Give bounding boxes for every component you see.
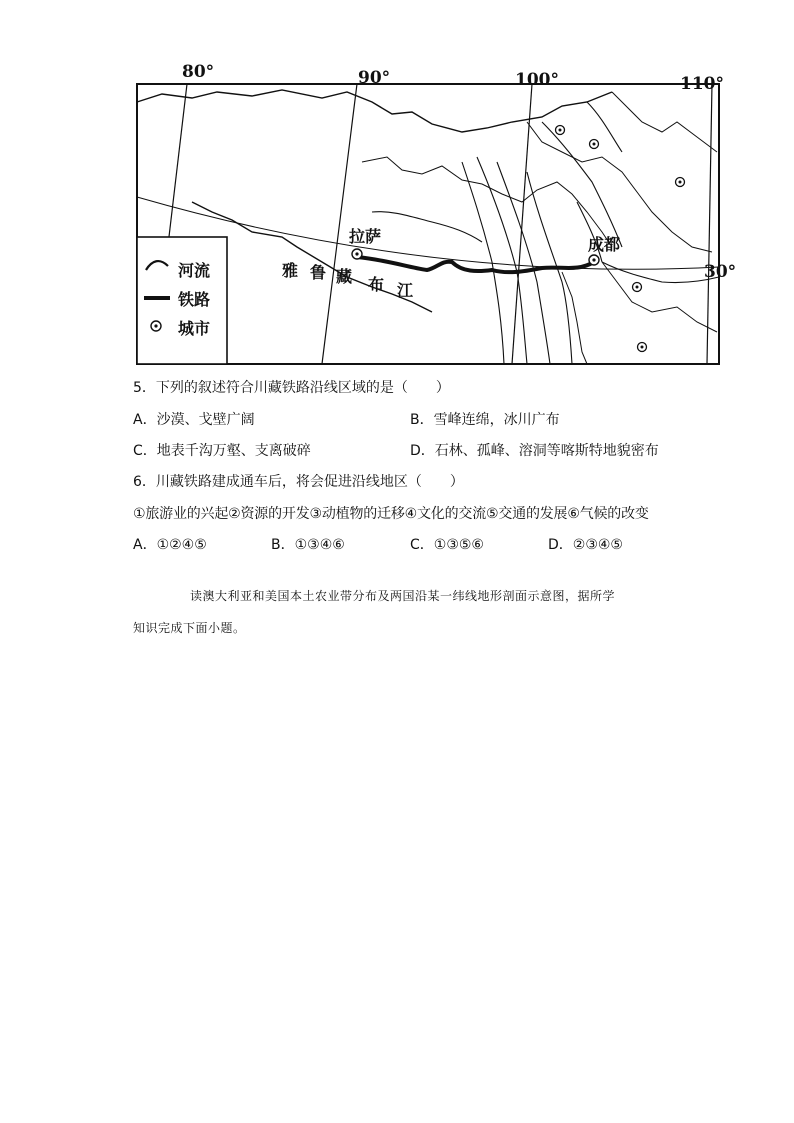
q5-option-c: C．地表千沟万壑、支离破碎 <box>133 443 311 459</box>
legend-label-city: 城市 <box>178 319 211 338</box>
q6-option-a: A．①②④⑤ <box>133 537 207 553</box>
meridian-100 <box>512 84 532 364</box>
legend-label-railway: 铁路 <box>178 290 211 309</box>
city-label-lhasa: 拉萨 <box>349 227 382 246</box>
river-7 <box>542 122 622 247</box>
railway-map <box>132 62 737 367</box>
lon-label-80: 80° <box>182 62 215 82</box>
river-yangtze <box>602 262 719 283</box>
city-label-chengdu: 成都 <box>588 235 621 254</box>
legend-city-symbol <box>151 321 161 331</box>
river-3 <box>497 162 550 364</box>
q5-stem: 5．下列的叙述符合川藏铁路沿线区域的是（ ） <box>133 380 450 396</box>
river-label-char: 布 <box>368 275 385 294</box>
intro-line-1: 读澳大利亚和美国本土农业带分布及两国沿某一纬线地形剖面示意图，据所学 <box>190 589 616 603</box>
q6-option-c: C．①③⑤⑥ <box>410 537 484 553</box>
river-label-char: 藏 <box>336 267 353 286</box>
lon-label-90: 90° <box>358 68 391 88</box>
river-label-char: 江 <box>397 281 414 300</box>
q6-option-d: D．②③④⑤ <box>548 537 623 553</box>
north-outline <box>137 90 612 132</box>
river-5 <box>372 212 482 242</box>
province-outline-4 <box>602 262 717 332</box>
meridian-110 <box>707 84 712 364</box>
q5-option-a: A．沙漠、戈壁广阔 <box>133 412 255 428</box>
q6-items: ①旅游业的兴起②资源的开发③动植物的迁移④文化的交流⑤交通的发展⑥气候的改变 <box>133 506 649 522</box>
city-marker <box>633 283 642 292</box>
city-lhasa-marker <box>352 249 362 259</box>
q6-option-b: B．①③④⑥ <box>271 537 345 553</box>
river-label-char: 雅 <box>282 261 299 280</box>
map-drawing <box>132 62 732 367</box>
river-label-char: 鲁 <box>310 263 327 282</box>
province-outline-5 <box>562 272 587 364</box>
q6-stem: 6．川藏铁路建成通车后，将会促进沿线地区（ ） <box>133 474 464 490</box>
intro-line-2: 知识完成下面小题。 <box>133 621 246 635</box>
lon-label-100: 100° <box>515 70 559 90</box>
province-outline-1 <box>362 157 612 247</box>
q5-option-b: B．雪峰连绵，冰川广布 <box>410 412 560 428</box>
city-marker <box>676 178 685 187</box>
q5-option-d: D．石林、孤峰、溶洞等喀斯特地貌密布 <box>410 443 659 459</box>
legend-label-river: 河流 <box>178 261 211 280</box>
city-marker <box>590 140 599 149</box>
lat-label-30: 30° <box>704 262 737 282</box>
city-marker <box>556 126 565 135</box>
lon-label-110: 110° <box>680 74 724 94</box>
province-outline-3 <box>612 92 717 152</box>
city-marker <box>638 343 647 352</box>
south-border <box>192 202 432 312</box>
city-chengdu-marker <box>589 255 599 265</box>
